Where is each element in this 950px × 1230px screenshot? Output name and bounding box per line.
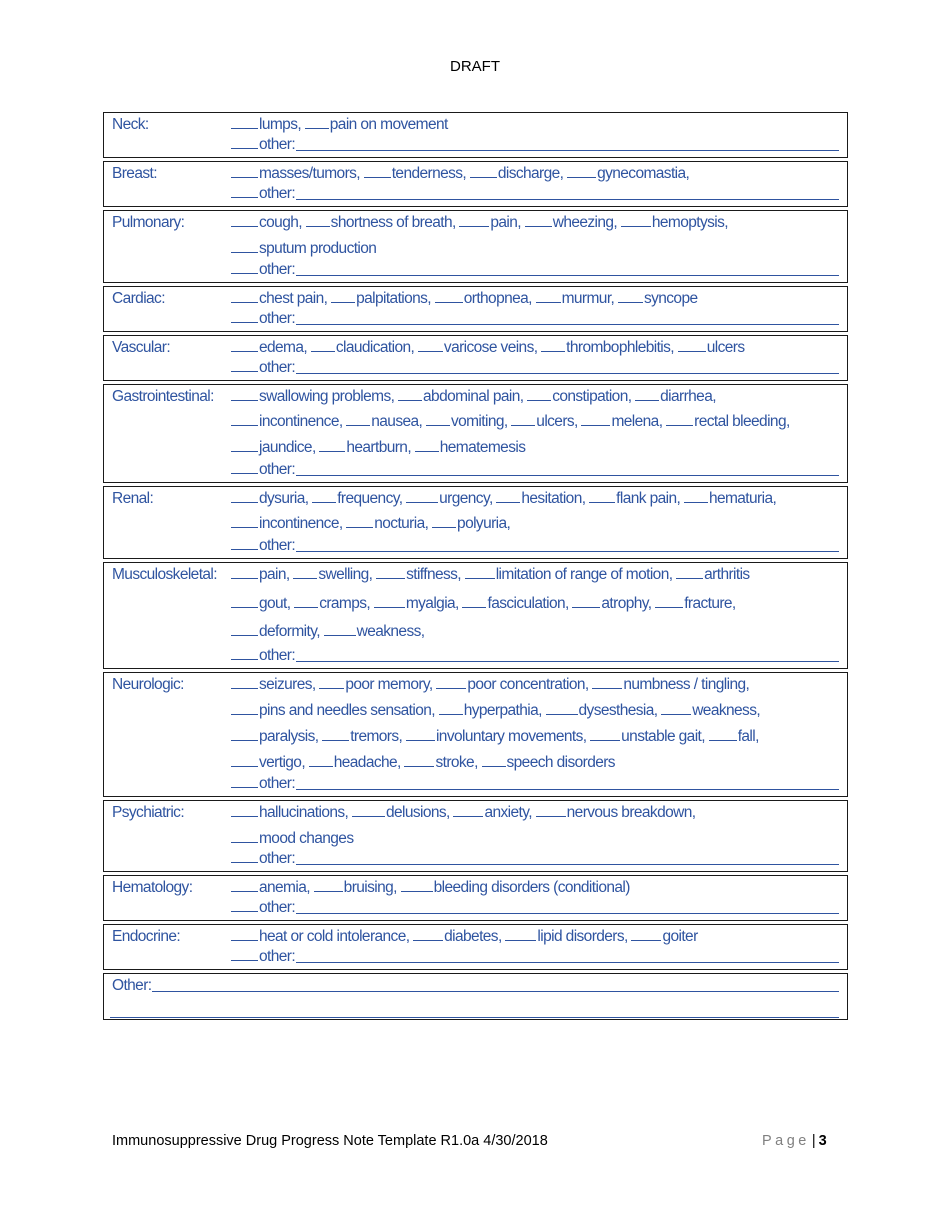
- checkbox-blank[interactable]: [231, 410, 258, 426]
- symptom-option: lipid disorders,: [537, 928, 628, 945]
- checkbox-blank[interactable]: [231, 458, 258, 474]
- checkbox-blank[interactable]: [436, 673, 466, 689]
- other-write-in[interactable]: [296, 258, 839, 276]
- symptom-option: dysesthesia,: [578, 702, 658, 719]
- section-pulmonary: [103, 210, 848, 283]
- other-line: [231, 534, 839, 558]
- other-write-in[interactable]: [296, 644, 839, 662]
- symptom-option: nausea,: [371, 413, 423, 430]
- section-label: Renal:: [112, 490, 154, 507]
- checkbox-blank[interactable]: [709, 725, 737, 741]
- checkbox-blank[interactable]: [231, 620, 258, 636]
- checkbox-blank[interactable]: [406, 487, 438, 503]
- symptom-option: palpitations,: [356, 290, 432, 307]
- section-renal: [103, 486, 848, 559]
- checkbox-blank[interactable]: [331, 287, 355, 303]
- section-label: Hematology:: [112, 879, 193, 896]
- page-number: 3: [818, 1133, 827, 1149]
- symptom-option: polyuria,: [457, 515, 511, 532]
- section-label: Neck:: [112, 116, 149, 133]
- checkbox-blank[interactable]: [666, 410, 693, 426]
- checkbox-blank[interactable]: [305, 113, 329, 129]
- symptom-option: hemoptysis,: [651, 214, 728, 231]
- symptom-option: stroke,: [435, 754, 478, 771]
- symptom-option: stiffness,: [406, 566, 461, 583]
- symptom-option: dysuria,: [259, 490, 309, 507]
- other-write-in[interactable]: [296, 534, 839, 552]
- symptom-option: weakness,: [692, 702, 761, 719]
- page-word: Page: [762, 1133, 810, 1149]
- checkbox-blank[interactable]: [231, 385, 258, 401]
- symptom-option: involuntary movements,: [435, 728, 587, 745]
- symptom-option: claudication,: [335, 339, 415, 356]
- other-write-in[interactable]: [296, 307, 839, 325]
- checkbox-blank[interactable]: [231, 113, 258, 129]
- checkbox-blank[interactable]: [590, 725, 620, 741]
- symptom-option: wheezing,: [552, 214, 618, 231]
- symptom-line: [231, 801, 695, 825]
- symptom-option: murmur,: [561, 290, 615, 307]
- checkbox-blank[interactable]: [322, 725, 349, 741]
- symptom-line: [231, 725, 759, 749]
- other-write-in[interactable]: [296, 356, 839, 374]
- symptom-line: [231, 592, 736, 616]
- checkbox-blank[interactable]: [482, 751, 506, 767]
- checkbox-blank[interactable]: [319, 673, 344, 689]
- checkbox-blank[interactable]: [324, 620, 356, 636]
- symptom-option: hematemesis: [439, 439, 526, 456]
- checkbox-blank[interactable]: [618, 287, 643, 303]
- checkbox-blank[interactable]: [231, 534, 258, 550]
- footer-document-title: Immunosuppressive Drug Progress Note Template R1.0a 4/30/2018: [112, 1133, 548, 1149]
- checkbox-blank[interactable]: [231, 673, 258, 689]
- symptom-option: poor concentration,: [467, 676, 589, 693]
- checkbox-blank[interactable]: [439, 699, 463, 715]
- checkbox-blank[interactable]: [231, 133, 258, 149]
- symptom-option: shortness of breath,: [330, 214, 456, 231]
- symptom-option: orthopnea,: [463, 290, 532, 307]
- symptom-option: hyperpathia,: [463, 702, 542, 719]
- checkbox-blank[interactable]: [231, 182, 258, 198]
- symptom-option: heartburn,: [346, 439, 412, 456]
- page-separator: |: [811, 1133, 816, 1149]
- section-label: Endocrine:: [112, 928, 181, 945]
- symptom-option: hesitation,: [521, 490, 586, 507]
- checkbox-blank[interactable]: [676, 563, 703, 579]
- section-label: Musculoskeletal:: [112, 566, 217, 583]
- symptom-line: [231, 410, 790, 434]
- checkbox-blank[interactable]: [401, 876, 433, 892]
- checkbox-blank[interactable]: [231, 287, 258, 303]
- section-breast: [103, 161, 848, 207]
- other-line: [231, 307, 839, 331]
- checkbox-blank[interactable]: [572, 592, 600, 608]
- checkbox-blank[interactable]: [309, 751, 333, 767]
- symptom-option: jaundice,: [259, 439, 316, 456]
- symptom-line: [231, 436, 525, 460]
- other-label: other:: [259, 461, 296, 478]
- checkbox-blank[interactable]: [536, 287, 561, 303]
- other-line: [231, 458, 839, 482]
- checkbox-blank[interactable]: [352, 801, 385, 817]
- other-label: other:: [259, 310, 296, 327]
- symptom-option: chest pain,: [259, 290, 328, 307]
- symptom-option: anxiety,: [484, 804, 532, 821]
- checkbox-blank[interactable]: [231, 563, 258, 579]
- checkbox-blank[interactable]: [346, 512, 373, 528]
- symptom-option: myalgia,: [405, 595, 459, 612]
- symptom-option: speech disorders: [506, 754, 615, 771]
- section-label: Gastrointestinal:: [112, 388, 214, 405]
- section-label: Neurologic:: [112, 676, 184, 693]
- other-line: [231, 644, 839, 668]
- other-label: other:: [259, 261, 296, 278]
- checkbox-blank[interactable]: [294, 592, 318, 608]
- symptom-option: vomiting,: [450, 413, 508, 430]
- symptom-option: cough,: [259, 214, 302, 231]
- checkbox-blank[interactable]: [435, 287, 463, 303]
- symptom-option: numbness / tingling,: [623, 676, 750, 693]
- checkbox-blank[interactable]: [546, 699, 578, 715]
- symptom-option: pain,: [490, 214, 522, 231]
- symptom-option: nervous breakdown,: [566, 804, 696, 821]
- section-hematology: [103, 875, 848, 921]
- checkbox-blank[interactable]: [536, 801, 566, 817]
- checkbox-blank[interactable]: [462, 592, 486, 608]
- other-write-in[interactable]: [296, 133, 839, 151]
- other-line: [231, 896, 839, 920]
- checkbox-blank[interactable]: [592, 673, 622, 689]
- symptom-option: hematuria,: [708, 490, 777, 507]
- section-label: Other:: [112, 977, 152, 994]
- symptom-option: limitation of range of motion,: [495, 566, 673, 583]
- checkbox-blank[interactable]: [231, 162, 258, 178]
- symptom-option: urgency,: [439, 490, 493, 507]
- checkbox-blank[interactable]: [678, 336, 706, 352]
- other-label: other:: [259, 185, 296, 202]
- checkbox-blank[interactable]: [231, 237, 258, 253]
- checkbox-blank[interactable]: [231, 847, 258, 863]
- symptom-option: frequency,: [337, 490, 403, 507]
- checkbox-blank[interactable]: [525, 211, 552, 227]
- symptom-option: varicose veins,: [443, 339, 538, 356]
- symptom-option: rectal bleeding,: [694, 413, 790, 430]
- symptom-option: fasciculation,: [487, 595, 569, 612]
- section-label: Vascular:: [112, 339, 171, 356]
- checkbox-blank[interactable]: [314, 876, 343, 892]
- section-neck: [103, 112, 848, 158]
- symptom-option: melena,: [611, 413, 663, 430]
- symptom-option: weakness,: [356, 623, 425, 640]
- checkbox-blank[interactable]: [293, 563, 317, 579]
- symptom-option: headache,: [333, 754, 401, 771]
- checkbox-blank[interactable]: [432, 512, 456, 528]
- symptom-option: constipation,: [552, 388, 632, 405]
- other-label: other:: [259, 359, 296, 376]
- symptom-option: pain on movement: [329, 116, 448, 133]
- symptom-option: flank pain,: [616, 490, 681, 507]
- symptom-option: seizures,: [259, 676, 316, 693]
- other-label: other:: [259, 850, 296, 867]
- symptom-line: [231, 620, 424, 644]
- symptom-line: [231, 487, 776, 511]
- section-label: Psychiatric:: [112, 804, 185, 821]
- section-label: Breast:: [112, 165, 157, 182]
- symptom-option: discharge,: [497, 165, 564, 182]
- checkbox-blank[interactable]: [231, 592, 258, 608]
- section-gastrointestinal: [103, 384, 848, 483]
- checkbox-blank[interactable]: [631, 925, 661, 941]
- symptom-option: mood changes: [259, 830, 354, 847]
- symptom-option: syncope: [643, 290, 698, 307]
- checkbox-blank[interactable]: [231, 336, 258, 352]
- symptom-option: fall,: [737, 728, 759, 745]
- checkbox-blank[interactable]: [376, 563, 405, 579]
- symptom-option: diarrhea,: [660, 388, 716, 405]
- checkbox-blank[interactable]: [413, 925, 443, 941]
- symptom-option: pain,: [259, 566, 290, 583]
- checkbox-blank[interactable]: [231, 945, 258, 961]
- section-other: [103, 973, 848, 1020]
- checkbox-blank[interactable]: [231, 876, 258, 892]
- symptom-option: swelling,: [318, 566, 373, 583]
- checkbox-blank[interactable]: [374, 592, 405, 608]
- checkbox-blank[interactable]: [231, 751, 258, 767]
- other-write-in[interactable]: [296, 896, 839, 914]
- checkbox-blank[interactable]: [661, 699, 691, 715]
- symptom-option: fracture,: [684, 595, 736, 612]
- section-vascular: [103, 335, 848, 381]
- checkbox-blank[interactable]: [312, 487, 336, 503]
- checkbox-blank[interactable]: [496, 487, 520, 503]
- symptom-option: incontinence,: [259, 515, 343, 532]
- checkbox-blank[interactable]: [406, 725, 435, 741]
- other-label: other:: [259, 136, 296, 153]
- symptom-option: thrombophlebitis,: [566, 339, 674, 356]
- checkbox-blank[interactable]: [231, 512, 258, 528]
- checkbox-blank[interactable]: [231, 801, 258, 817]
- checkbox-blank[interactable]: [621, 211, 651, 227]
- section-musculoskeletal: [103, 562, 848, 669]
- symptom-option: bruising,: [343, 879, 397, 896]
- checkbox-blank[interactable]: [231, 772, 258, 788]
- checkbox-blank[interactable]: [589, 487, 615, 503]
- checkbox-blank[interactable]: [684, 487, 708, 503]
- section-psychiatric: [103, 800, 848, 872]
- symptom-option: goiter: [662, 928, 698, 945]
- checkbox-blank[interactable]: [505, 925, 536, 941]
- symptom-option: heat or cold intolerance,: [259, 928, 410, 945]
- footer-page-indicator: [762, 1133, 827, 1149]
- symptom-option: diabetes,: [444, 928, 502, 945]
- checkbox-blank[interactable]: [231, 211, 258, 227]
- checkbox-blank[interactable]: [231, 487, 258, 503]
- symptom-option: lumps,: [259, 116, 302, 133]
- other-write-in[interactable]: [296, 847, 839, 865]
- symptom-option: incontinence,: [259, 413, 343, 430]
- checkbox-blank[interactable]: [346, 410, 370, 426]
- symptom-option: ulcers: [706, 339, 745, 356]
- symptom-option: swallowing problems,: [259, 388, 395, 405]
- checkbox-blank[interactable]: [231, 896, 258, 912]
- other-line: [231, 847, 839, 871]
- checkbox-blank[interactable]: [415, 436, 439, 452]
- symptom-option: tenderness,: [391, 165, 467, 182]
- symptom-line: [231, 673, 749, 697]
- symptom-line: [231, 699, 760, 723]
- checkbox-blank[interactable]: [231, 436, 258, 452]
- section-label: Pulmonary:: [112, 214, 185, 231]
- symptom-option: delusions,: [385, 804, 450, 821]
- checkbox-blank[interactable]: [231, 258, 258, 274]
- page-header: DRAFT: [450, 58, 500, 75]
- other-notes-line[interactable]: [110, 1017, 839, 1018]
- symptom-option: abdominal pain,: [423, 388, 524, 405]
- other-write-in[interactable]: [296, 772, 839, 790]
- checkbox-blank[interactable]: [459, 211, 489, 227]
- other-label: other:: [259, 948, 296, 965]
- symptom-option: gynecomastia,: [597, 165, 690, 182]
- other-write-in[interactable]: [296, 182, 839, 200]
- symptom-option: unstable gait,: [621, 728, 705, 745]
- symptom-line: [231, 211, 728, 235]
- symptom-line: [231, 385, 716, 409]
- symptom-option: atrophy,: [601, 595, 652, 612]
- symptom-option: arthritis: [704, 566, 750, 583]
- other-line: [231, 772, 839, 796]
- other-line: [231, 945, 839, 969]
- checkbox-blank[interactable]: [465, 563, 495, 579]
- checkbox-blank[interactable]: [231, 827, 258, 843]
- other-line: [231, 258, 839, 282]
- symptom-option: edema,: [259, 339, 308, 356]
- symptom-option: sputum production: [259, 240, 377, 257]
- checkbox-blank[interactable]: [231, 356, 258, 372]
- checkbox-blank[interactable]: [231, 307, 258, 323]
- other-line: [231, 133, 839, 157]
- checkbox-blank[interactable]: [470, 162, 497, 178]
- symptom-option: masses/tumors,: [259, 165, 360, 182]
- symptom-option: anemia,: [259, 879, 310, 896]
- other-label: other:: [259, 537, 296, 554]
- symptom-option: tremors,: [350, 728, 403, 745]
- symptom-option: nocturia,: [374, 515, 429, 532]
- symptom-option: poor memory,: [345, 676, 433, 693]
- other-label: other:: [259, 647, 296, 664]
- checkbox-blank[interactable]: [319, 436, 345, 452]
- symptom-option: vertigo,: [259, 754, 306, 771]
- review-of-systems-form: [103, 112, 848, 1023]
- checkbox-blank[interactable]: [581, 410, 610, 426]
- symptom-option: cramps,: [319, 595, 371, 612]
- checkbox-blank[interactable]: [404, 751, 434, 767]
- symptom-line: [231, 563, 750, 587]
- checkbox-blank[interactable]: [398, 385, 422, 401]
- other-line: [231, 356, 839, 380]
- symptom-option: hallucinations,: [259, 804, 349, 821]
- checkbox-blank[interactable]: [655, 592, 683, 608]
- checkbox-blank[interactable]: [231, 725, 258, 741]
- checkbox-blank[interactable]: [567, 162, 596, 178]
- checkbox-blank[interactable]: [231, 699, 258, 715]
- section-endocrine: [103, 924, 848, 970]
- checkbox-blank[interactable]: [541, 336, 565, 352]
- symptom-line: [231, 512, 510, 536]
- symptom-option: paralysis,: [259, 728, 319, 745]
- checkbox-blank[interactable]: [306, 211, 330, 227]
- other-label: other:: [259, 775, 296, 792]
- checkbox-blank[interactable]: [453, 801, 483, 817]
- other-notes-field[interactable]: [152, 974, 839, 992]
- checkbox-blank[interactable]: [364, 162, 391, 178]
- symptom-option: bleeding disorders (conditional): [433, 879, 630, 896]
- checkbox-blank[interactable]: [418, 336, 443, 352]
- symptom-option: ulcers,: [536, 413, 578, 430]
- symptom-option: deformity,: [259, 623, 320, 640]
- checkbox-blank[interactable]: [426, 410, 450, 426]
- other-line: [231, 182, 839, 206]
- other-write-in[interactable]: [296, 945, 839, 963]
- checkbox-blank[interactable]: [311, 336, 335, 352]
- other-write-in[interactable]: [296, 458, 839, 476]
- checkbox-blank[interactable]: [231, 925, 258, 941]
- section-neurologic: [103, 672, 848, 797]
- checkbox-blank[interactable]: [511, 410, 535, 426]
- other-label: other:: [259, 899, 296, 916]
- checkbox-blank[interactable]: [527, 385, 551, 401]
- checkbox-blank[interactable]: [231, 644, 258, 660]
- symptom-option: gout,: [259, 595, 291, 612]
- section-label: Cardiac:: [112, 290, 165, 307]
- other-first-line: [112, 974, 839, 998]
- symptom-option: pins and needles sensation,: [259, 702, 435, 719]
- section-cardiac: [103, 286, 848, 332]
- checkbox-blank[interactable]: [635, 385, 659, 401]
